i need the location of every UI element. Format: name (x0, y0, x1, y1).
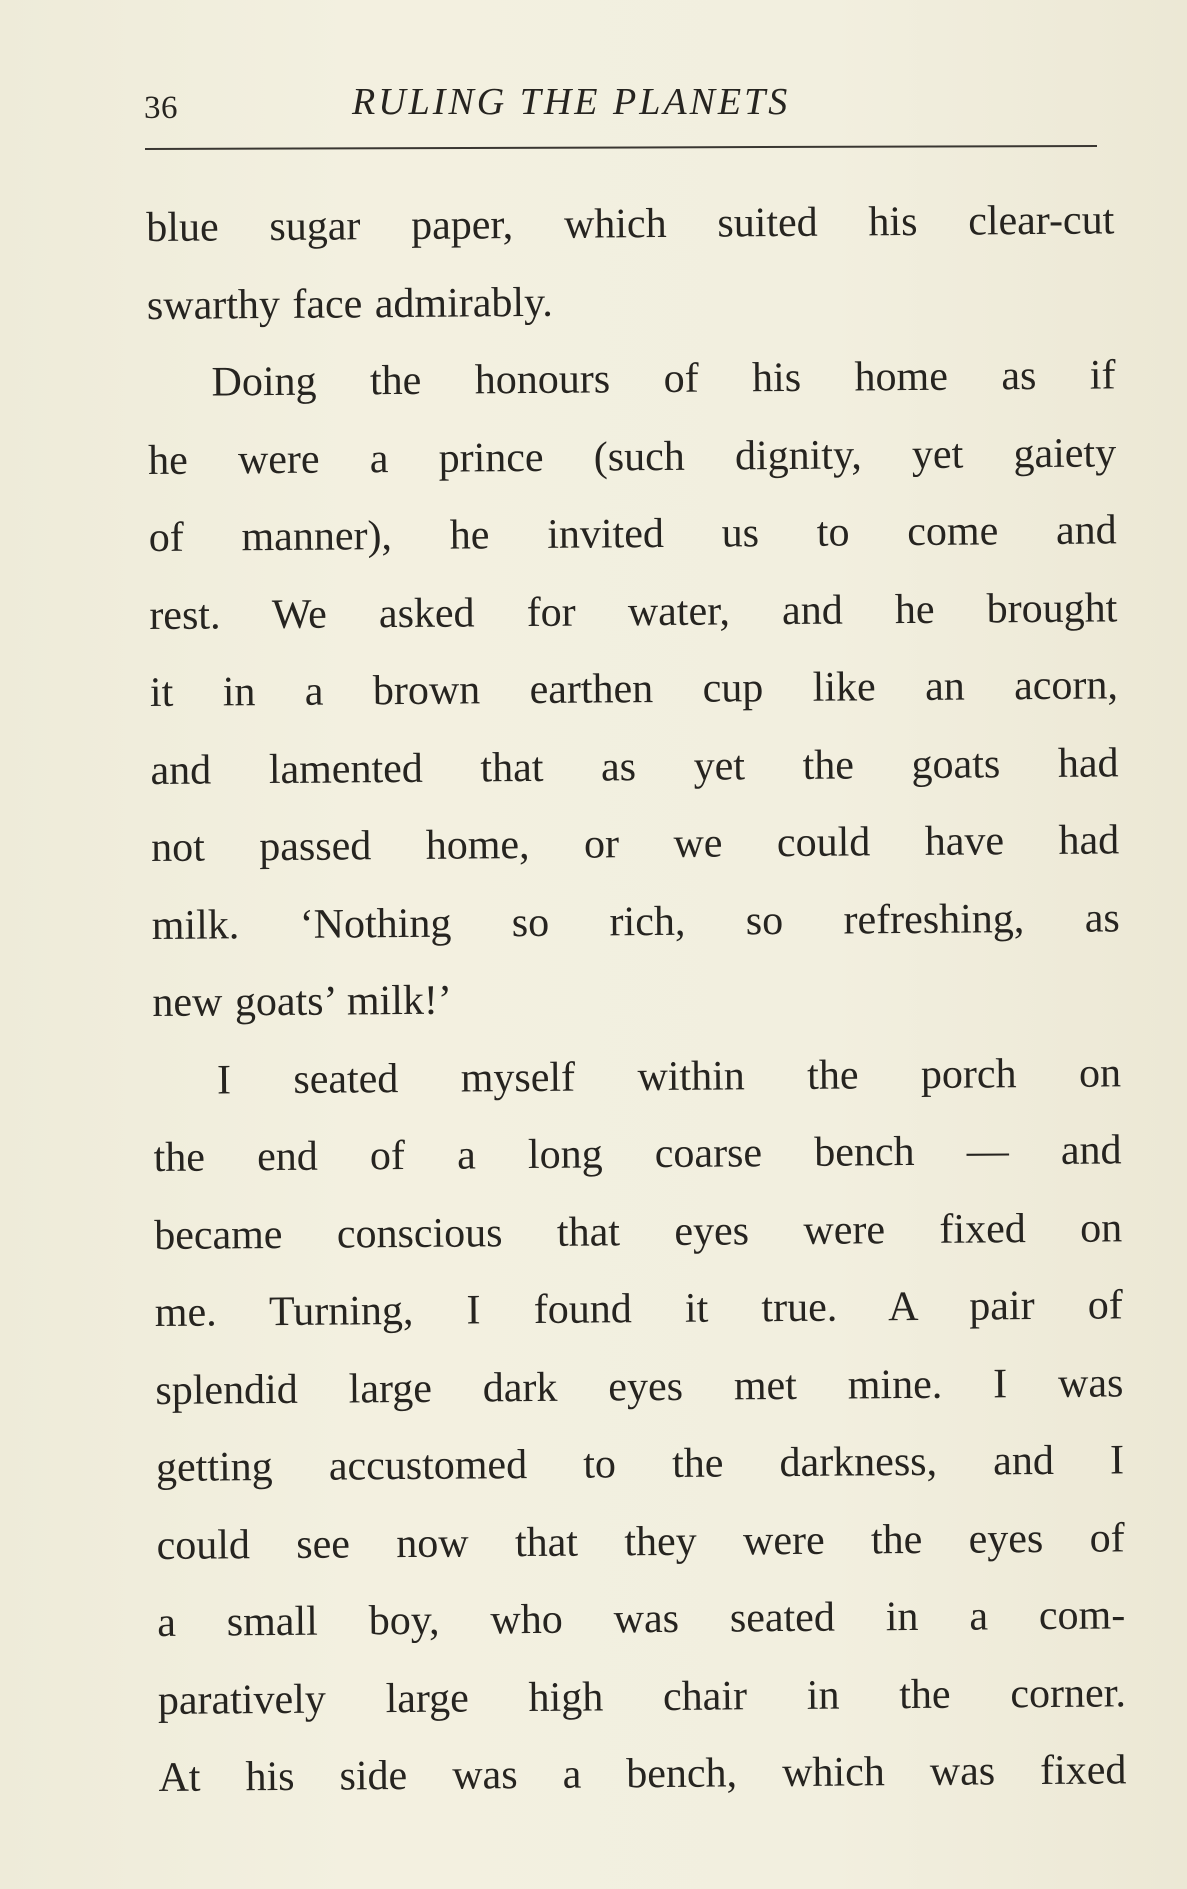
text-line: getting accustomed to the darkness, and I (155, 1437, 1125, 1491)
body-text (146, 182, 1127, 1817)
running-title: RULING THE PLANETS (352, 81, 791, 123)
text-line: he were a prince (such dignity, yet gaiety (147, 429, 1117, 484)
text-line: swarthy face admirably. (146, 279, 554, 329)
text-line: new goats’ milk!’ (152, 977, 453, 1026)
text-line: splendid large dark eyes met mine. I was (155, 1359, 1124, 1414)
text-line: rest. We asked for water, and he brought (149, 584, 1118, 639)
text-line: and lamented that as yet the goats had (150, 739, 1119, 794)
text-line: it in a brown earthen cup like an acorn, (149, 662, 1119, 716)
page-number: 36 (144, 90, 178, 126)
text-line: of manner), he invited us to come and (148, 507, 1117, 561)
text-line: the end of a long coarse bench — and (153, 1127, 1122, 1181)
text-line: became conscious that eyes were fixed on (154, 1204, 1123, 1259)
text-line: could see now that they were the eyes of (156, 1514, 1125, 1569)
text-line: blue sugar paper, which suited his clear-cut (146, 197, 1115, 251)
text-line: Doing the honours of his home as if (211, 352, 1116, 406)
text-line: a small boy, who was seated in a com- (157, 1592, 1126, 1646)
text-line: milk. ‘Nothing so rich, so refreshing, as (151, 894, 1120, 949)
text-line: not passed home, or we could have had (150, 817, 1120, 871)
text-line: At his side was a bench, which was fixed (158, 1747, 1127, 1801)
text-line: me. Turning, I found it true. A pair of (154, 1282, 1123, 1336)
text-line: I seated myself within the porch on (216, 1049, 1122, 1103)
page-header (140, 80, 1100, 140)
header-rule (145, 145, 1097, 150)
text-line: paratively large high chair in the corner. (157, 1669, 1127, 1724)
